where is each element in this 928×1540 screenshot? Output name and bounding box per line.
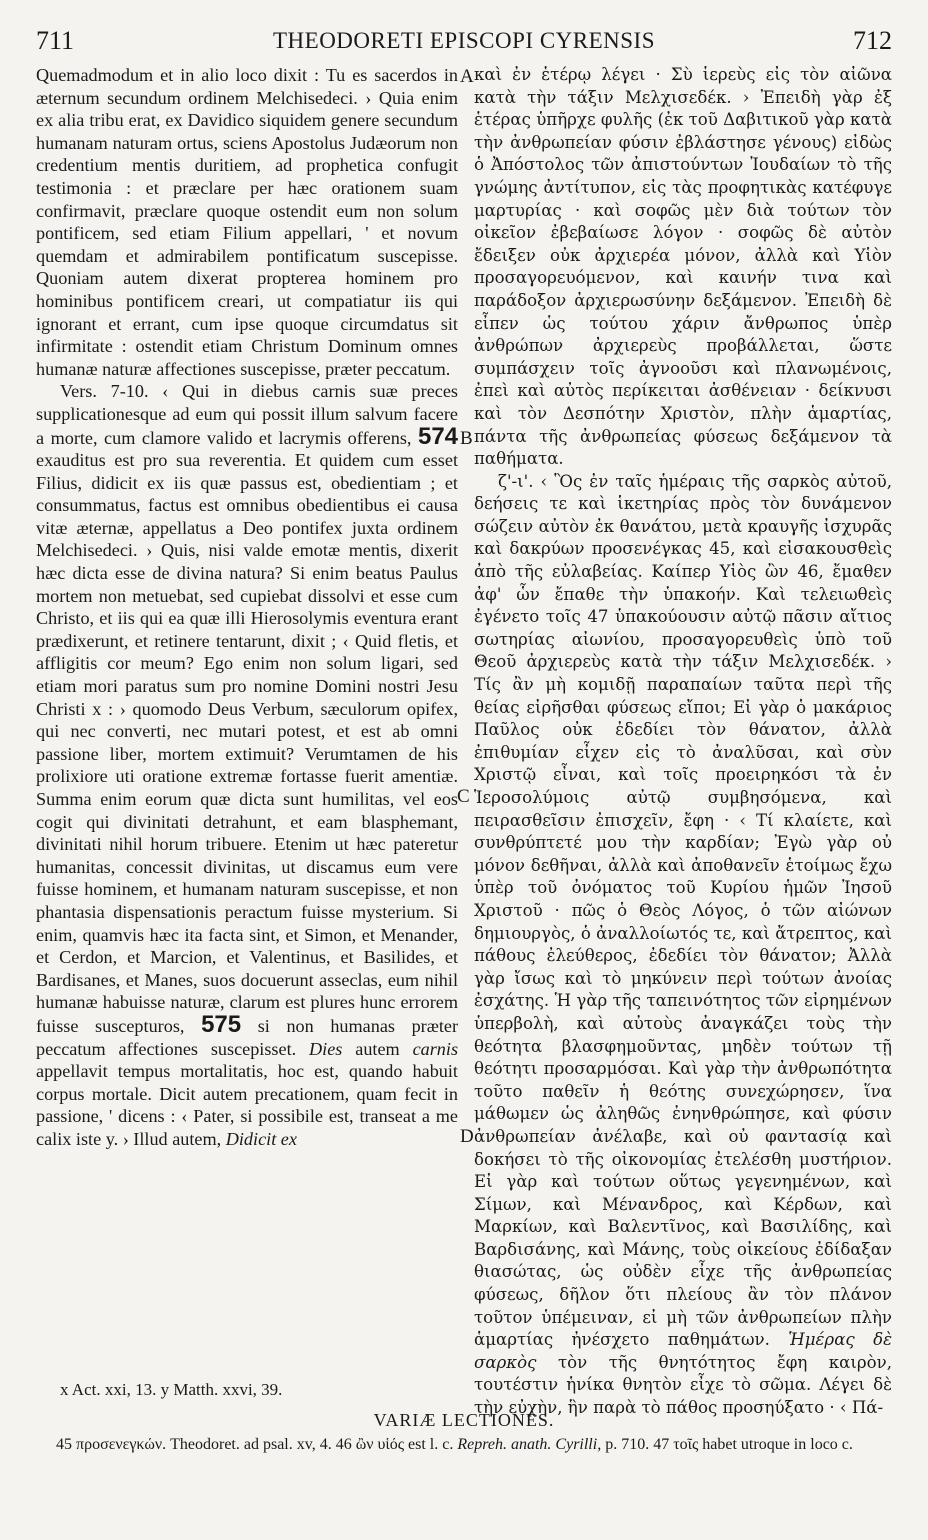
margin-letter-d: D bbox=[460, 1126, 474, 1147]
latin-italic-didicit: Didicit ex bbox=[225, 1128, 297, 1149]
latin-italic-dies: Dies bbox=[309, 1038, 343, 1059]
page-header bbox=[36, 26, 892, 66]
running-title: THEODORETI EPISCOPI CYRENSIS bbox=[272, 28, 656, 53]
greek-paragraph-2 bbox=[474, 471, 892, 1420]
column-number-575: 575 bbox=[201, 1010, 242, 1038]
margin-letter-a: A bbox=[460, 66, 474, 87]
greek-column bbox=[474, 64, 892, 1420]
latin-paragraph-1: Quemadmodum et in alio loco dixit : Tu es sacerdos in æternum secundum ordinem Melchisedeci. › Quia enim ex alia tribu erat, ex Davidico siquidem genere secundum humanam naturam ortus, sciens Apostolus Judæorum non credentium mentis duritiem, ad prophetica confugit testimonia : et præclare per hæc orationem suam confirmavit, præclare quoque ostendit eum non solum pontificem, sed etiam Filium appellari, ' et novum quemdam et admirabilem pontificatum suscepisse. Quoniam autem dixerat propterea hominem pro hominibus pontificem creari, ut compatiatur iis qui ignorant et errant, cum ipse quoque circumdatus sit infirmitate : ostendit etiam Christum Dominum omnes humanæ naturæ affectiones suscepisse, præter peccatum. bbox=[36, 65, 458, 379]
variae-lectiones-body bbox=[56, 1434, 892, 1455]
greek-text-rest: τὸν τῆς θνητότητος ἔφη καιρὸν, τουτέστιν ἡνίκα θνητὸν εἶχε τὸ σῶμα. Λέγει δὲ τὴν εὐχὴν, ἣν παρὰ τὸ πάθος προσηύξατο · ‹ Πά- bbox=[474, 1352, 892, 1418]
greek-italic-hemeras: Ἡμέρας δὲ σαρκὸς bbox=[474, 1330, 892, 1372]
latin-text-c: si non humanas præter peccatum affectiones suscepisset. bbox=[36, 1015, 459, 1059]
latin-text-a: Vers. 7-10. ‹ Qui in diebus carnis suæ preces supplicationesque ad eum qui possit illum salvum facere a morte, cum clamore valido et lacrymis offerens, bbox=[36, 381, 458, 448]
right-page-number: 712 bbox=[853, 26, 892, 55]
left-page-number: 711 bbox=[36, 26, 75, 55]
variae-italic: Repreh. anath. Cyrilli, bbox=[457, 1436, 602, 1453]
greek-paragraph-1: καὶ ἐν ἑτέρῳ λέγει · Σὺ ἱερεὺς εἰς τὸν αἰῶνα κατὰ τὴν τάξιν Μελχισεδέκ. › Ἐπειδὴ γὰρ ἐξ ἑτέρας ὑπῆρχε φυλῆς (ἐκ τοῦ Δαβιτικοῦ γὰρ κατὰ τὴν ἀνθρωπείαν φύσιν ἐβλάστησε γένους) εἰδὼς ὁ Ἀπόστολος τῶν ἀπιστούντων Ἰουδαίων τὸ τῆς γνώμης ἀντίτυπον, εἰς τὰς προφητικὰς κατέφυγε μαρτυρίας · καὶ σοφῶς μὲν διὰ τούτων τὸν οἰκεῖον ἐβεβαίωσε λόγον · σοφῶς δὲ αὐτὸν ἔδειξεν οὐκ ἀρχιερέα μόνον, ἀλλὰ καὶ Υἱὸν προσαγορευόμενον, καὶ καινήν τινα καὶ παράδοξον ἀρχιερωσύνην δεξάμενον. Ἐπειδὴ δὲ εἶπεν ὡς τούτου χάριν ἄνθρωπος ὑπὲρ ἀνθρώπων ἀρχιερεὺς προβάλλεται, ὥστε συμπάσχειν τοῖς ἀγνοοῦσι καὶ πλανωμένοις, ἐπεὶ καὶ αὐτὸς περίκειται ἀσθένειαν · δείκνυσι καὶ τὸν Δεσπότην Χριστὸν, πλὴν ἁμαρτίας, πάντα τῆς ἀνθρωπείας φύσεως δεξάμενον τὰ παθήματα. bbox=[474, 65, 892, 469]
latin-column bbox=[36, 64, 458, 1151]
latin-text-d: appellavit tempus mortalitatis, hoc est, quando habuit corpus mortale. Dicit autem precationem, quam fecit in passione, ' dicens : ‹ Pater, si possibile est, transeat a me calix iste y. › Illud autem, bbox=[36, 1061, 458, 1149]
margin-letter-c: C bbox=[457, 786, 470, 807]
latin-italic-carnis: carnis bbox=[412, 1038, 459, 1059]
latin-text-autem: autem bbox=[355, 1038, 400, 1059]
latin-paragraph-2 bbox=[36, 380, 458, 1150]
column-number-574: 574 bbox=[417, 422, 459, 450]
greek-text-a: ζ'-ι'. ‹ Ὃς ἐν ταῖς ἡμέραις τῆς σαρκὸς αὐτοῦ, δεήσεις τε καὶ ἱκετηρίας πρὸς τὸν δυνάμενον σώζειν αὐτὸν ἐκ θανάτου, μετὰ κραυγῆς ἰσχυρᾶς καὶ δακρύων προσενέγκας 45, καὶ εἰσακουσθεὶς ἀπὸ τῆς εὐλαβείας. Καίπερ Υἱὸς ὢν 46, ἔμαθεν ἀφ' ὧν ἔπαθε τὴν ὑπακοήν. Καὶ τελειωθεὶς ἐγένετο τοῖς 47 ὑπακούουσιν αὐτῷ πᾶσιν αἴτιος σωτηρίας αἰωνίου, προσαγορευθεὶς ὑπὸ τοῦ Θεοῦ ἀρχιερεὺς κατὰ τὴν τάξιν Μελχισεδέκ. › Τίς ἂν μὴ κομιδῇ παραπαίων ταῦτα περὶ τῆς θείας εἰρῆσθαι φύσεως εἴποι; Εἰ γὰρ ὁ μακάριος Παῦλος οὐκ ἐδεδίει τὸν θάνατον, ἀλλὰ ἐπιθυμίαν εἶχεν εἰς τὸ ἀναλῦσαι, καὶ σὺν Χριστῷ εἶναι, καὶ τοῖς προειρηκόσι τὰ ἐν Ἱεροσολύμοις αὐτῷ συμβησόμενα, καὶ πειρασθεῖσιν ἐπισχεῖν, ἔφη · ‹ Τί κλαίετε, καὶ συνθρύπτετέ μου τὴν καρδίαν; Ἐγὼ γὰρ οὐ μόνον δεθῆναι, ἀλλὰ καὶ ἀποθανεῖν ἑτοίμως ἔχω ὑπὲρ τοῦ ὀνόματος τοῦ Κυρίου ἡμῶν Ἰησοῦ Χριστοῦ · πῶς ὁ Θεὸς Λόγος, ὁ τῶν αἰώνων δημιουργὸς, ὁ ἀναλλοίωτός τε, καὶ ἄτρεπτος, καὶ πάθους ἐλεύθερος, ἐδεδίει τὸν θάνατον; Ἀλλὰ γὰρ ἴσως καὶ τὸ μηκύνειν περὶ τούτων ἀνοίας ἐσχάτης. Ἡ γὰρ τῆς ταπεινότητος τῶν εἰρημένων ὑπερβολὴ, καὶ αὐτοὺς ἀναγκάζει τοὺς τὴν θεότητα βλασφημοῦντας, μηδὲν τούτων τῇ θεότητι προσαρμόσαι. Καὶ γὰρ τὴν ἀνθρωπότητα τοῦτο παθεῖν ἡ θεότης συνεχώρησεν, ἵνα μάθωμεν ὡς ἀληθῶς ἐνηνθρώπησε, καὶ φύσιν ἀνθρωπείαν ἀνέλαβε, καὶ οὐ φαντασίᾳ καὶ δοκήσει τὸ τῆς οἰκονομίας ἐτελέσθη μυστήριον. Εἰ γὰρ καὶ τούτων οὕτως γεγενημένων, καὶ Σίμων, καὶ Μένανδρος, καὶ Κέρδων, καὶ Μαρκίων, καὶ Βαλεντῖνος, καὶ Βασιλίδης, καὶ Βαρδισάνης, καὶ Μάνης, τοὺς οἰκείους ἐδίδαξαν θιασώτας, ὡς οὐδὲν εἶχε τῆς ἀνθρωπείας φύσεως, δῆλον ὅτι πλείους ἂν τὸν πλάνον τοῦτον ὑπέμειναν, εἰ μὴ τῶν ἀνθρωπείων πλὴν ἁμαρτίας ἠνέσχετο παθημάτων. bbox=[474, 471, 892, 1350]
variae-lectiones-title: VARIÆ LECTIONES. bbox=[373, 1410, 555, 1430]
variae-text-a: 45 προσενεγκών. Theodoret. ad psal. xv, 4. 46 ὢν υἱός est l. c. bbox=[56, 1436, 454, 1453]
variae-text-b: p. 710. 47 τοῖς habet utroque in loco c. bbox=[605, 1436, 853, 1453]
margin-letter-b: B bbox=[460, 428, 473, 449]
scripture-footnotes: x Act. xxi, 13. y Matth. xxvi, 39. bbox=[60, 1380, 283, 1399]
latin-text-b: exauditus est pro sua reverentia. Et quidem cum esset Filius, didicit ex iis quæ passus est, obedientiam ; et consummatus, factus est omnibus obedientibus ei causa vitæ æternæ, appellatus a Deo pontifex juxta ordinem Melchisedeci. › Quis, nisi valde emotæ mentis, dixerit hæc dicta esse de divina natura? Si enim beatus Paulus mortem non metuebat, sed cupiebat dissolvi et esse cum Christo, et iis qui ea quæ illi Hierosolymis eventura erant prædixerunt, et retinere tentarunt, dixit ; ‹ Quid fletis, et affligitis cor meum? Ego enim non solum ligari, sed etiam mori paratus sum pro nomine Domini nostri Jesu Christi x : › quomodo Deus Verbum, sæculorum opifex, qui nec converti, nec mutari potest, et est ab omni passione liber, mortem extimuit? Verumtamen de his prolixiore uti oratione extremæ fortasse fuerit amentiæ. Summa enim eorum quæ dicta sunt humilitas, vel eos cogit qui divinitati detrahunt, et eam blasphemant, divinitati nihil horum tribuere. Etenim ut hæc pateretur humanitas, concessit divinitas, ut discamus eum vere fuisse hominem, et humanam naturam suscepisse, et non phantasia dispensationis peractum fuisse mysterium. Si enim, quamvis hæc ita facta sint, et Simon, et Menander, et Cerdon, et Marcion, et Valentinus, et Basilides, et Bardisanes, et Manes, suos docuerunt asseclas, eum nihil humanæ habuisse naturæ, clarum est plures hunc errorem fuisse suscepturos, bbox=[36, 450, 458, 1036]
